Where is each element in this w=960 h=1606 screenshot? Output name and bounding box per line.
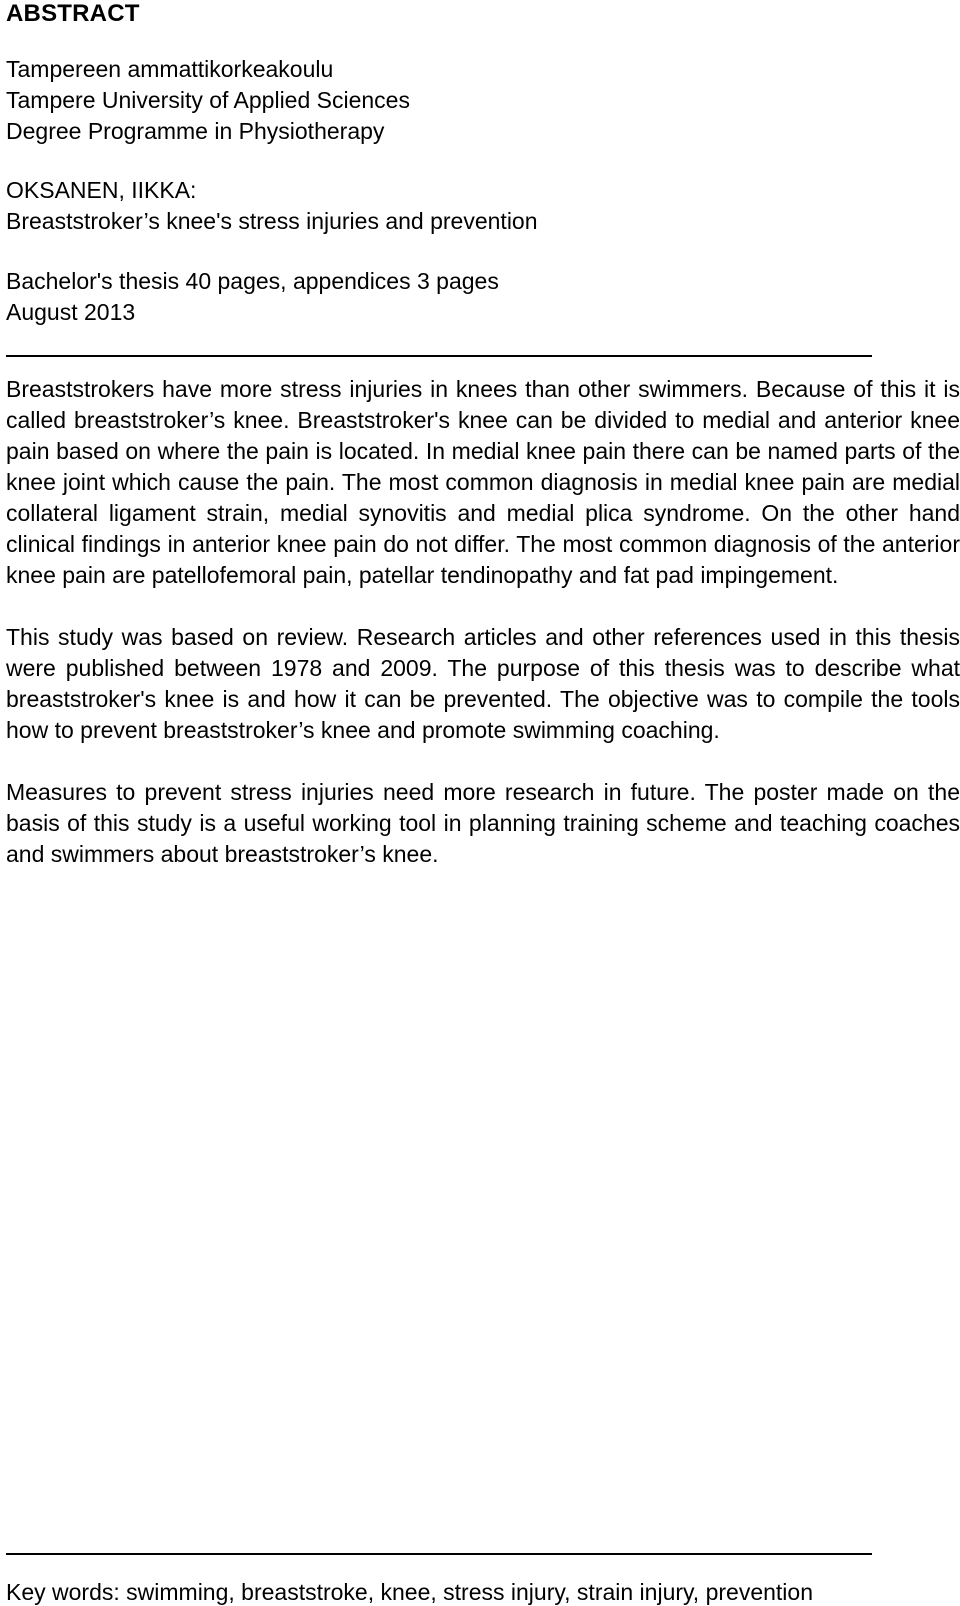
footer-divider	[6, 1553, 872, 1555]
abstract-paragraph-2: This study was based on review. Research articles and other references used in this thesis were published between 1978 and 2009. The purpose of this thesis was to describe what breaststroker's knee is and how it can be prevented. The objective was to compile the tools how to prevent breaststroker’s knee and promote swimming coaching.	[6, 624, 960, 743]
header-divider	[6, 355, 872, 357]
institution-block	[6, 54, 960, 147]
institution-english-name: Tampere University of Applied Sciences	[6, 87, 410, 113]
institution-finnish-name: Tampereen ammattikorkeakoulu	[6, 56, 334, 82]
abstract-body	[6, 374, 960, 870]
thesis-date: August 2013	[6, 299, 136, 325]
author-title-block	[6, 175, 960, 237]
author-name: OKSANEN, IIKKA:	[6, 177, 197, 203]
degree-programme: Degree Programme in Physiotherapy	[6, 118, 385, 144]
keywords-line: Key words: swimming, breaststroke, knee, stress injury, strain injury, prevention	[6, 1579, 813, 1605]
thesis-details: Bachelor's thesis 40 pages, appendices 3 pages	[6, 268, 499, 294]
abstract-paragraph-3: Measures to prevent stress injuries need more research in future. The poster made on the basis of this study is a useful working tool in planning training scheme and teaching coaches and swimmers about breaststroker’s knee.	[6, 779, 960, 867]
abstract-paragraph-1: Breaststrokers have more stress injuries in knees than other swimmers. Because of this it is called breaststroker’s knee. Breaststroker's knee can be divided to medial and anterior knee pain based on where the pain is located. In medial knee pain there can be named parts of the knee joint which cause the pain. The most common diagnosis in medial knee pain are medial collateral ligament strain, medial synovitis and medial plica syndrome. On the other hand clinical findings in anterior knee pain do not differ. The most common diagnosis of the anterior knee pain are patellofemoral pain, patellar tendinopathy and fat pad impingement.	[6, 376, 960, 588]
page-heading: ABSTRACT	[6, 0, 140, 27]
thesis-details-block	[6, 266, 960, 328]
thesis-title: Breaststroker’s knee's stress injuries and prevention	[6, 208, 538, 234]
